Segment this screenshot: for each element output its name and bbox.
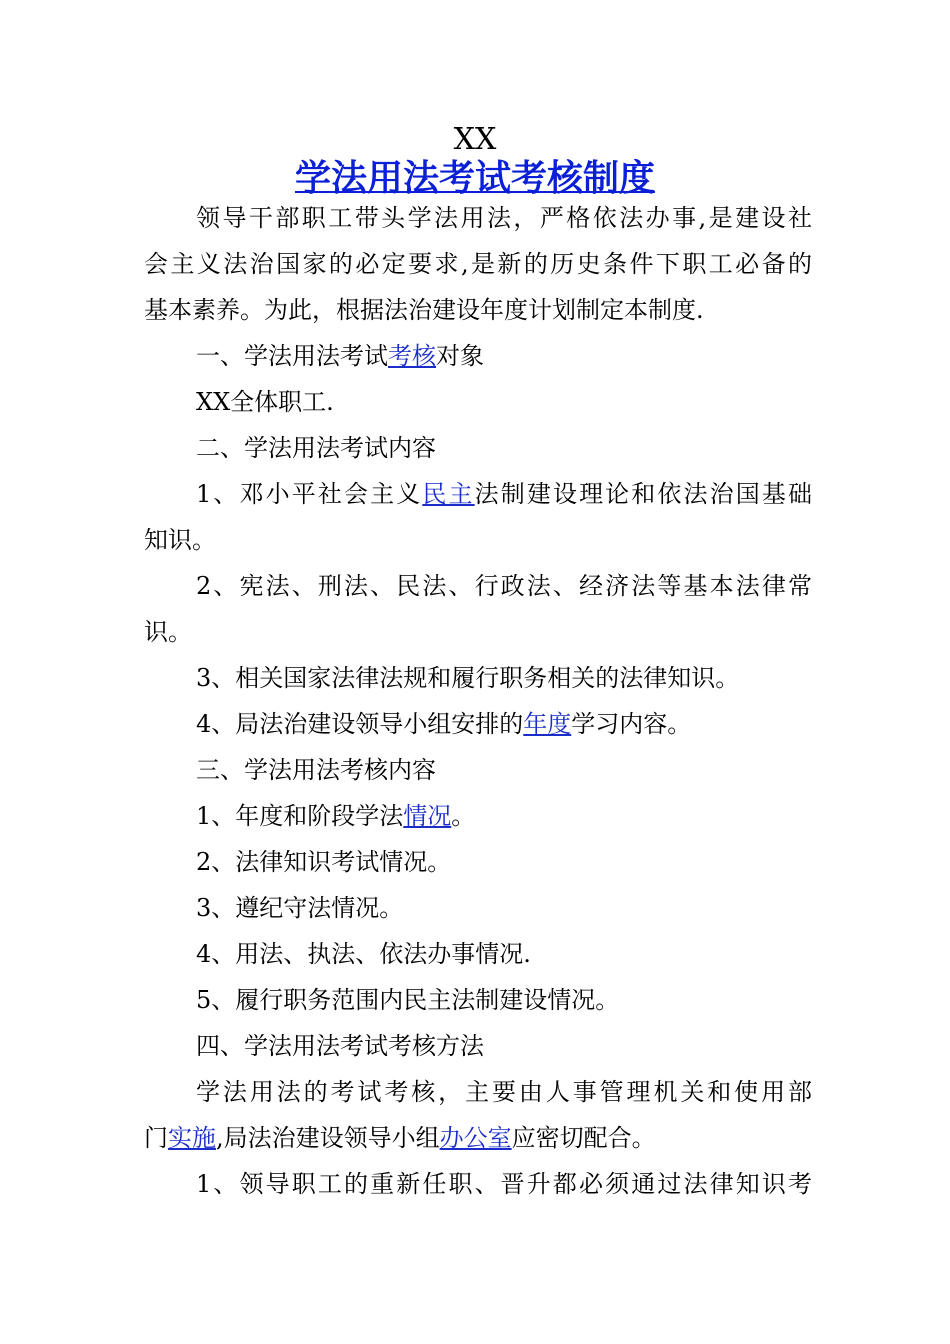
list-item: [196, 980, 812, 1020]
paragraph-line: [144, 244, 812, 284]
line-text: 四、学法用法考试考核方法: [196, 1032, 484, 1060]
line-text: 学习内容。: [571, 710, 692, 738]
paragraph-line: [196, 198, 812, 238]
list-item: [196, 566, 812, 606]
line-text: 1、邓小平社会主义: [196, 480, 423, 508]
list-item: [196, 704, 812, 744]
paragraph-line: [144, 612, 812, 652]
link-niandu[interactable]: 年度: [523, 710, 572, 738]
line-text: 。: [451, 802, 476, 830]
link-bangongshi[interactable]: 办公室: [439, 1124, 512, 1152]
paragraph-line: [144, 1118, 812, 1158]
line-text: 1、年度和阶段学法: [196, 802, 404, 830]
list-item: [196, 842, 812, 882]
link-minzhu[interactable]: 民主: [422, 480, 475, 508]
section-heading: [196, 1026, 812, 1066]
paragraph-line: [144, 290, 812, 330]
paragraph-line: [196, 1072, 812, 1112]
document-title-link[interactable]: 学法用法考试考核制度: [294, 157, 655, 199]
line-text: 识。: [144, 618, 192, 646]
line-text: 基本素养。为此，根据法治建设年度计划制定本制度.: [144, 296, 704, 324]
section-heading: [196, 428, 812, 468]
list-item: [196, 474, 812, 514]
line-text: 2、法律知识考试情况。: [196, 848, 452, 876]
link-shishi[interactable]: 实施: [168, 1124, 216, 1152]
list-item: [196, 658, 812, 698]
section-heading: [196, 750, 812, 790]
list-item: [196, 934, 812, 974]
line-text: 一、学法用法考试: [196, 342, 388, 370]
line-text: ,局法治建设领导小组: [216, 1124, 440, 1152]
paragraph-line: [144, 520, 812, 560]
paragraph-line: [196, 382, 812, 422]
list-item: [196, 1164, 812, 1204]
line-text: 应密切配合。: [511, 1124, 656, 1152]
list-item: [196, 796, 812, 836]
line-text: 学法用法的考试考核，主要由人事管理机关和使用部: [196, 1078, 812, 1106]
line-text: 1、领导职工的重新任职、晋升都必须通过法律知识考: [196, 1170, 812, 1198]
line-text: 4、局法治建设领导小组安排的: [196, 710, 524, 738]
link-qingkuang[interactable]: 情况: [403, 802, 452, 830]
line-text: 3、相关国家法律法规和履行职务相关的法律知识。: [196, 664, 740, 692]
document-title: [0, 156, 950, 200]
line-text: 领导干部职工带头学法用法，严格依法办事,是建设社: [196, 204, 812, 232]
line-text: 4、用法、执法、依法办事情况.: [196, 940, 531, 968]
section-heading: [196, 336, 812, 376]
title-prefix: XX: [453, 122, 497, 157]
line-text: 法制建设理论和依法治国基础: [474, 480, 812, 508]
list-item: [196, 888, 812, 928]
line-text: 对象: [436, 342, 484, 370]
line-text: 5、履行职务范围内民主法制建设情况。: [196, 986, 620, 1014]
line-text: XX全体职工.: [196, 388, 334, 416]
line-text: 会主义法治国家的必定要求,是新的历史条件下职工必备的: [144, 250, 812, 278]
link-kaohe[interactable]: 考核: [388, 342, 436, 370]
line-text: 知识。: [144, 526, 216, 554]
line-text: 二、学法用法考试内容: [196, 434, 436, 462]
line-text: 3、遵纪守法情况。: [196, 894, 404, 922]
line-text: 门: [144, 1124, 168, 1152]
line-text: 2、宪法、刑法、民法、行政法、经济法等基本法律常: [196, 572, 812, 600]
line-text: 三、学法用法考核内容: [196, 756, 436, 784]
